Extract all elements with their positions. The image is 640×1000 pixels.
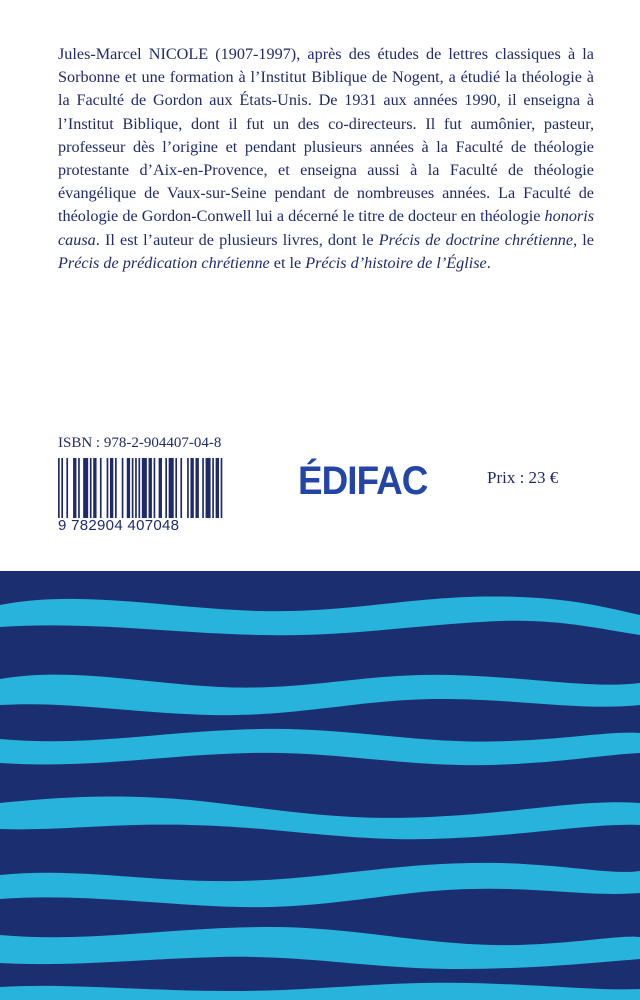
- barcode-bar: [202, 458, 204, 518]
- barcode-bar: [195, 458, 198, 518]
- barcode-bar: [127, 458, 130, 518]
- barcode-bar: [190, 458, 193, 518]
- barcode-bar: [132, 458, 134, 518]
- barcode: [58, 458, 224, 518]
- barcode-bar: [221, 458, 223, 518]
- book-title: Précis de prédication chrétienne: [58, 253, 270, 272]
- publisher-logo: ÉDIFAC: [298, 459, 428, 503]
- barcode-bar: [159, 458, 162, 518]
- price-label: Prix : 23 €: [487, 468, 559, 487]
- barcode-bar: [83, 458, 88, 518]
- barcode-bar: [122, 458, 124, 518]
- barcode-bar: [206, 458, 211, 518]
- barcode-bar: [78, 458, 80, 518]
- barcode-bar: [90, 458, 92, 518]
- barcode-bar: [212, 458, 214, 518]
- barcode-digits: 9 782904 407048: [58, 517, 180, 534]
- barcode-bar: [149, 458, 152, 518]
- barcode-bar: [100, 458, 102, 518]
- book-title: Précis de doctrine chrétienne: [378, 230, 574, 249]
- barcode-bar: [165, 458, 167, 518]
- author-biography: [58, 43, 594, 275]
- barcode-bar: [154, 458, 156, 518]
- barcode-bar: [61, 458, 63, 518]
- barcode-bar: [135, 458, 137, 518]
- barcode-bar: [110, 458, 113, 518]
- book-title: Précis d’histoire de l’Église: [305, 253, 487, 272]
- bio-italic-honoris: honoris causa: [58, 207, 595, 249]
- barcode-bar: [107, 458, 109, 518]
- barcode-bar: [216, 458, 219, 518]
- barcode-bar: [142, 458, 147, 518]
- barcode-bar: [58, 458, 60, 518]
- barcode-bar: [169, 458, 174, 518]
- barcode-bar: [115, 458, 117, 518]
- wave-pattern: [0, 571, 640, 1000]
- bio-text: , le: [573, 230, 594, 249]
- barcode-bar: [187, 458, 189, 518]
- bio-text: . Il est l’auteur de plusieurs livres, dont le: [95, 230, 379, 249]
- barcode-bar: [66, 458, 68, 518]
- bio-text: Jules-Marcel NICOLE (1907-1997), après des études de lettres classiques à la Sorbonne et une formation à l’Institut Biblique de Nogent, a étudié la théologie à la Faculté de Gordon aux États-Unis. De 1931 aux années 1990, il enseigna à l’Institut Biblique, dont il fut un des co-directeurs. Il fut aumônier, pasteur, professeur dès l’origine et pendant plusieurs années à la Faculté de théologie protestante d’Aix-en-Provence, et enseigna aussi à la Faculté de théologie évangélique de Vaux-sur-Seine pendant de nombreuses années. La Faculté de théologie de Gordon-Conwell lui a décerné le titre de docteur en théologie: [58, 45, 594, 226]
- barcode-bar: [138, 458, 140, 518]
- barcode-bar: [180, 458, 182, 518]
- barcode-bar: [93, 458, 96, 518]
- barcode-bar: [73, 458, 76, 518]
- bio-text: et le: [269, 253, 306, 272]
- bio-text: .: [486, 253, 491, 272]
- barcode-bar: [175, 458, 177, 518]
- isbn-label: ISBN : 978-2-904407-04-8: [58, 435, 222, 451]
